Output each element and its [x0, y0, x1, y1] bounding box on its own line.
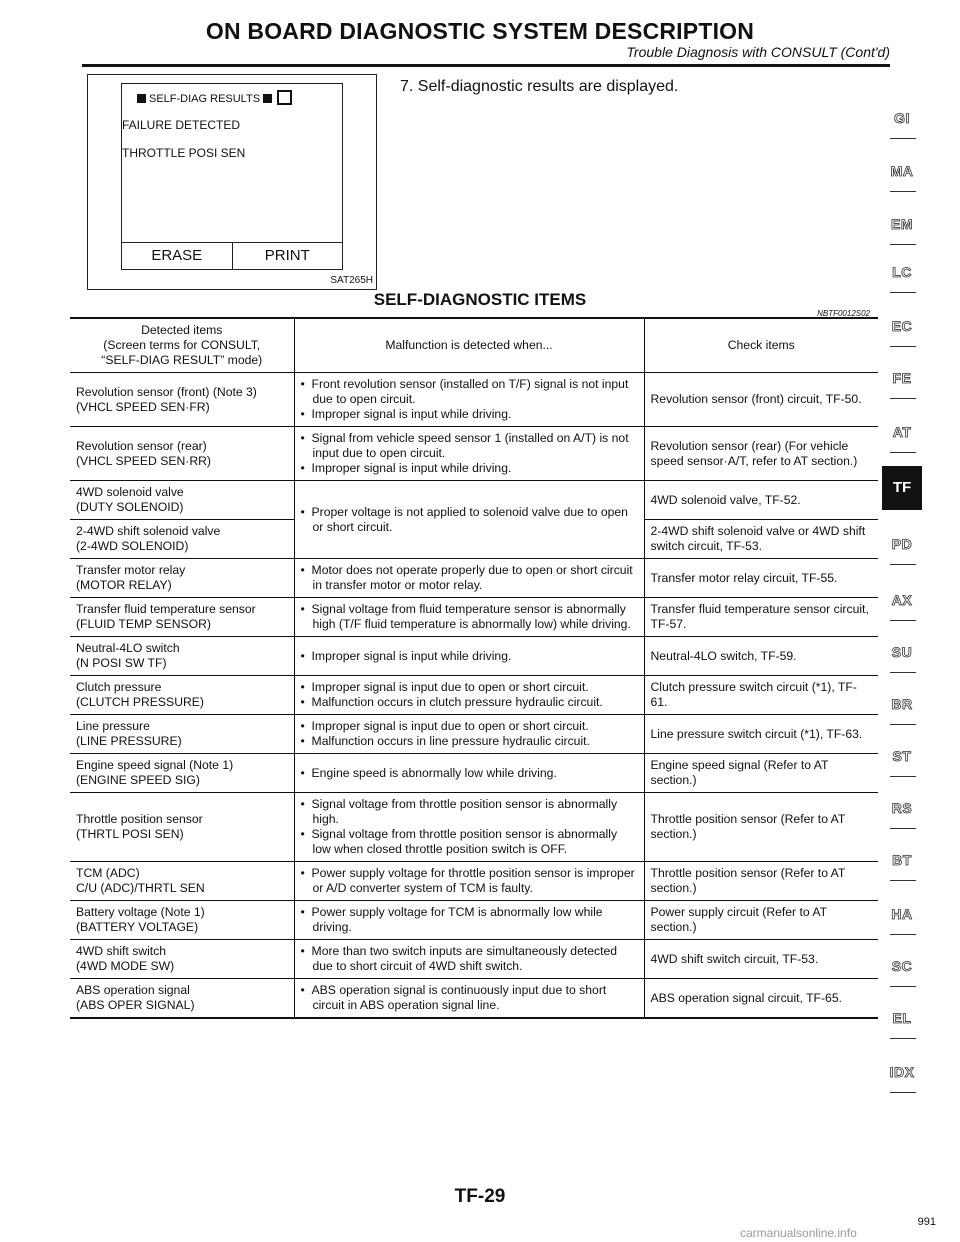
- malfunction-bullet: • Motor does not operate properly due to open or short circuit in transfer motor or motor relay.: [300, 563, 633, 592]
- malfunction-bullet: • Malfunction occurs in line pressure hydraulic circuit.: [300, 734, 590, 748]
- table-row: [70, 373, 878, 427]
- side-index-tab: EC: [891, 318, 913, 334]
- side-index-rule: [890, 986, 916, 987]
- side-index-tab: IDX: [889, 1064, 915, 1080]
- detected-item-line: (4WD MODE SW): [76, 959, 175, 973]
- consult-screen-illustration: [87, 74, 377, 290]
- check-item-cell: [644, 427, 878, 481]
- square-bullet-icon: [137, 94, 146, 103]
- malfunction-cell: [294, 637, 644, 676]
- side-index-tab: MA: [890, 163, 914, 179]
- detected-item-line: (LINE PRESSURE): [76, 734, 182, 748]
- malfunction-cell: [294, 373, 644, 427]
- check-item-cell: [644, 862, 878, 901]
- check-item-text: Power supply circuit (Refer to AT section.): [650, 905, 827, 934]
- detected-item-line: (MOTOR RELAY): [76, 578, 172, 592]
- check-item-text: Transfer motor relay circuit, TF-55.: [650, 570, 838, 585]
- detected-item-line: (N POSI SW TF): [76, 656, 167, 670]
- side-index-tab: SC: [891, 958, 913, 974]
- malfunction-text: Signal from vehicle speed sensor 1 (installed on A/T) is not input due to open circuit.: [311, 431, 629, 460]
- side-index-tab: RS: [891, 800, 913, 816]
- malfunction-text: Power supply voltage for TCM is abnormally low while driving.: [311, 905, 603, 934]
- malfunction-bullet: • Front revolution sensor (installed on T/F) signal is not input due to open circuit.: [300, 377, 629, 406]
- malfunction-bullet: • More than two switch inputs are simultaneously detected due to short circuit of 4WD shift switch.: [300, 944, 618, 973]
- side-index-rule: [890, 828, 916, 829]
- side-index-tab: PD: [891, 536, 913, 552]
- malfunction-bullet: • Improper signal is input due to open or short circuit.: [300, 680, 589, 694]
- side-index-rule: [890, 191, 916, 192]
- screen-line-failure: FAILURE DETECTED: [122, 118, 241, 132]
- side-index-rule: [890, 138, 916, 139]
- table-row: [70, 481, 878, 520]
- malfunction-bullet: • Power supply voltage for throttle position sensor is improper or A/D converter system of TCM is faulty.: [300, 866, 635, 895]
- detected-item-cell: [70, 793, 294, 862]
- malfunction-bullet: • ABS operation signal is continuously input due to short circuit in ABS operation signal line.: [300, 983, 607, 1012]
- table-row: [70, 940, 878, 979]
- detected-item-line: Throttle position sensor: [76, 812, 203, 826]
- check-item-text: Transfer fluid temperature sensor circuit, TF-57.: [650, 602, 869, 631]
- header-line: (Screen terms for CONSULT,: [103, 338, 261, 352]
- malfunction-text: Signal voltage from fluid temperature sensor is abnormally high (T/F fluid temperature is abnormally low) while driving.: [311, 602, 631, 631]
- header-rule: [82, 64, 890, 67]
- malfunction-text: Engine speed is abnormally low while driving.: [311, 765, 557, 780]
- detected-item-line: Transfer motor relay: [76, 563, 186, 577]
- check-item-text: 4WD shift switch circuit, TF-53.: [650, 951, 819, 966]
- detected-item-line: (ABS OPER SIGNAL): [76, 998, 195, 1012]
- side-index-rule: [890, 292, 916, 293]
- side-index-rule: [890, 346, 916, 347]
- page-title: ON BOARD DIAGNOSTIC SYSTEM DESCRIPTION: [205, 18, 755, 44]
- table-row: [70, 715, 878, 754]
- side-index-rule: [890, 880, 916, 881]
- check-item-text: ABS operation signal circuit, TF-65.: [650, 990, 842, 1005]
- check-item-cell: [644, 715, 878, 754]
- detected-item-line: 2-4WD shift solenoid valve: [76, 524, 221, 538]
- side-index-tab: GI: [894, 110, 910, 126]
- malfunction-cell: [294, 715, 644, 754]
- check-item-cell: [644, 520, 878, 559]
- check-item-cell: [644, 754, 878, 793]
- side-index-tab: ST: [892, 748, 912, 764]
- malfunction-cell: [294, 559, 644, 598]
- detected-item-line: 4WD solenoid valve: [76, 485, 184, 499]
- detected-item-cell: [70, 520, 294, 559]
- malfunction-cell: [294, 793, 644, 862]
- malfunction-cell: [294, 862, 644, 901]
- screen-line-sensor: THROTTLE POSI SEN: [122, 146, 246, 160]
- malfunction-text: Improper signal is input while driving.: [311, 407, 512, 421]
- self-diagnostic-table: [70, 317, 878, 1019]
- malfunction-text: Improper signal is input while driving.: [311, 648, 512, 663]
- side-index-tab: HA: [891, 906, 913, 922]
- check-item-text: 4WD solenoid valve, TF-52.: [650, 492, 801, 507]
- malfunction-text: Signal voltage from throttle position sensor is abnormally high.: [311, 797, 618, 826]
- table-row: [70, 793, 878, 862]
- malfunction-text: Malfunction occurs in clutch pressure hydraulic circuit.: [311, 695, 603, 709]
- malfunction-text: Signal voltage from throttle position sensor is abnormally low when closed throttle position switch is OFF.: [311, 827, 618, 856]
- detected-item-line: C/U (ADC)/THRTL SEN: [76, 881, 205, 895]
- malfunction-bullet: • Engine speed is abnormally low while driving.: [300, 765, 557, 780]
- malfunction-bullet: • Signal from vehicle speed sensor 1 (installed on A/T) is not input due to open circuit.: [300, 431, 629, 460]
- table-row: [70, 901, 878, 940]
- check-item-text: Throttle position sensor (Refer to AT section.): [650, 812, 846, 841]
- header-line: “SELF-DIAG RESULT” mode): [101, 353, 263, 367]
- table-row: [70, 979, 878, 1019]
- check-item-cell: [644, 793, 878, 862]
- malfunction-bullet: • Signal voltage from throttle position sensor is abnormally high.: [300, 797, 618, 826]
- figure-code: SAT265H: [330, 275, 373, 286]
- table-row: [70, 676, 878, 715]
- watermark: carmanualsonline.info: [740, 1226, 857, 1240]
- header-check-items: Check items: [644, 318, 878, 373]
- detected-item-line: Clutch pressure: [76, 680, 162, 694]
- detected-item-cell: [70, 637, 294, 676]
- side-index-tab: EM: [891, 216, 913, 232]
- malfunction-cell: [294, 754, 644, 793]
- detected-item-line: Transfer fluid temperature sensor: [76, 602, 256, 616]
- table-row: [70, 754, 878, 793]
- malfunction-bullet: • Improper signal is input while driving.: [300, 407, 512, 421]
- side-index-rule: [890, 398, 916, 399]
- malfunction-text: ABS operation signal is continuously input due to short circuit in ABS operation signal line.: [311, 983, 607, 1012]
- detected-item-line: TCM (ADC): [76, 866, 140, 880]
- check-item-text: Revolution sensor (front) circuit, TF-50.: [650, 392, 862, 406]
- side-index-rule: [890, 564, 916, 565]
- detected-item-line: (2-4WD SOLENOID): [76, 539, 189, 553]
- detected-item-cell: [70, 715, 294, 754]
- check-item-text: Line pressure switch circuit (*1), TF-63.: [650, 726, 863, 741]
- detected-item-line: Engine speed signal (Note 1): [76, 758, 234, 772]
- check-item-cell: [644, 559, 878, 598]
- consult-screen-display: [121, 83, 343, 270]
- side-index-rule: [890, 1092, 916, 1093]
- detected-item-line: Battery voltage (Note 1): [76, 905, 205, 919]
- malfunction-cell: [294, 598, 644, 637]
- malfunction-text: More than two switch inputs are simultaneously detected due to short circuit of 4WD shift switch.: [311, 944, 618, 973]
- table-row: [70, 559, 878, 598]
- page-number: 991: [917, 1216, 936, 1228]
- malfunction-cell: [294, 940, 644, 979]
- malfunction-text: Improper signal is input due to open or short circuit.: [311, 680, 589, 694]
- side-index-tab: AX: [891, 592, 913, 608]
- check-item-text: Engine speed signal (Refer to AT section.): [650, 758, 829, 787]
- detected-item-cell: [70, 901, 294, 940]
- table-row: [70, 637, 878, 676]
- side-index-rule: [890, 672, 916, 673]
- header-malfunction: Malfunction is detected when...: [294, 318, 644, 373]
- detected-item-cell: [70, 598, 294, 637]
- malfunction-cell: [294, 427, 644, 481]
- check-item-cell: [644, 901, 878, 940]
- malfunction-text: Proper voltage is not applied to solenoid valve due to open or short circuit.: [311, 504, 628, 534]
- check-item-cell: [644, 637, 878, 676]
- side-index-tab: FE: [892, 370, 912, 386]
- square-bullet-icon: [263, 94, 272, 103]
- screen-heading: [134, 90, 292, 105]
- side-index-rule: [890, 724, 916, 725]
- malfunction-text: Power supply voltage for throttle position sensor is improper or A/D converter system of TCM is faulty.: [311, 866, 635, 895]
- detected-item-line: (THRTL POSI SEN): [76, 827, 184, 841]
- detected-item-line: (VHCL SPEED SEN·RR): [76, 453, 211, 468]
- screen-button-row: [122, 242, 342, 269]
- malfunction-bullet: • Improper signal is input due to open or short circuit.: [300, 719, 589, 733]
- side-index-tab: AT: [892, 424, 912, 440]
- side-index-tab: LC: [892, 264, 912, 280]
- malfunction-bullet: • Improper signal is input while driving.: [300, 648, 512, 663]
- print-button: PRINT: [232, 243, 343, 269]
- detected-item-line: (FLUID TEMP SENSOR): [76, 617, 211, 631]
- malfunction-text: Motor does not operate properly due to open or short circuit in transfer motor or motor relay.: [311, 563, 633, 592]
- table-row: [70, 427, 878, 481]
- detected-item-cell: [70, 940, 294, 979]
- side-index-rule: [890, 1038, 916, 1039]
- erase-button: ERASE: [151, 247, 203, 264]
- detected-item-line: (CLUTCH PRESSURE): [76, 695, 204, 709]
- side-index-rule: [890, 244, 916, 245]
- detected-item-cell: [70, 676, 294, 715]
- check-item-cell: [644, 373, 878, 427]
- detected-item-line: (BATTERY VOLTAGE): [76, 920, 199, 934]
- table-row: [70, 862, 878, 901]
- detected-item-cell: [70, 427, 294, 481]
- section-ref-code: NBTF0012S02: [817, 309, 870, 318]
- side-index-tab: BR: [891, 696, 913, 712]
- malfunction-bullet: • Malfunction occurs in clutch pressure hydraulic circuit.: [300, 695, 603, 709]
- check-item-cell: [644, 940, 878, 979]
- side-index-tab: EL: [892, 1010, 912, 1026]
- table-row: [70, 598, 878, 637]
- malfunction-bullet: • Signal voltage from throttle position sensor is abnormally low when closed throttle position switch is OFF.: [300, 827, 618, 856]
- malfunction-cell: [294, 481, 644, 559]
- side-index-rule: [890, 452, 916, 453]
- detected-item-line: (VHCL SPEED SEN·FR): [76, 399, 210, 414]
- check-item-text: Throttle position sensor (Refer to AT section.): [650, 866, 846, 895]
- check-item-cell: [644, 979, 878, 1019]
- page-subtitle: Trouble Diagnosis with CONSULT (Cont'd): [626, 44, 890, 60]
- detected-item-cell: [70, 559, 294, 598]
- detected-item-line: Revolution sensor (front) (Note 3): [76, 384, 257, 399]
- malfunction-bullet: • Improper signal is input while driving.: [300, 461, 512, 475]
- detected-item-line: Line pressure: [76, 719, 150, 733]
- table-header-row: [70, 318, 878, 373]
- detected-item-cell: [70, 754, 294, 793]
- detected-item-line: Revolution sensor (rear): [76, 438, 207, 453]
- check-item-text: Clutch pressure switch circuit (*1), TF-61.: [650, 680, 857, 709]
- detected-item-line: ABS operation signal: [76, 983, 190, 997]
- detected-item-line: (ENGINE SPEED SIG): [76, 773, 200, 787]
- check-item-text: Revolution sensor (rear) (For vehicle speed sensor·A/T, refer to AT section.): [650, 438, 858, 468]
- malfunction-text: Improper signal is input due to open or short circuit.: [311, 719, 589, 733]
- empty-square-icon: [277, 90, 292, 105]
- malfunction-text: Front revolution sensor (installed on T/F) signal is not input due to open circuit.: [311, 377, 629, 406]
- detected-item-cell: [70, 862, 294, 901]
- malfunction-cell: [294, 676, 644, 715]
- detected-item-line: Neutral-4LO switch: [76, 641, 180, 655]
- side-index-rule: [890, 776, 916, 777]
- malfunction-bullet: • Signal voltage from fluid temperature sensor is abnormally high (T/F fluid temperature is abnormally low) while driving.: [300, 602, 631, 631]
- malfunction-bullet: • Proper voltage is not applied to solenoid valve due to open or short circuit.: [300, 504, 628, 534]
- step-text: 7. Self-diagnostic results are displayed.: [400, 78, 679, 95]
- page-label: TF-29: [454, 1186, 506, 1207]
- detected-item-line: (DUTY SOLENOID): [76, 500, 184, 514]
- side-index-tab: BT: [892, 852, 912, 868]
- header-detected-items: [70, 318, 294, 373]
- check-item-cell: [644, 481, 878, 520]
- detected-item-cell: [70, 481, 294, 520]
- malfunction-cell: [294, 979, 644, 1019]
- malfunction-cell: [294, 901, 644, 940]
- screen-heading-text: SELF-DIAG RESULTS: [149, 93, 261, 105]
- detected-item-cell: [70, 979, 294, 1019]
- malfunction-bullet: • Power supply voltage for TCM is abnormally low while driving.: [300, 905, 603, 934]
- check-item-cell: [644, 676, 878, 715]
- side-index-rule: [890, 934, 916, 935]
- section-title: SELF-DIAGNOSTIC ITEMS: [373, 290, 587, 309]
- malfunction-text: Malfunction occurs in line pressure hydraulic circuit.: [311, 734, 590, 748]
- malfunction-text: Improper signal is input while driving.: [311, 461, 512, 475]
- detected-item-cell: [70, 373, 294, 427]
- check-item-cell: [644, 598, 878, 637]
- check-item-text: Neutral-4LO switch, TF-59.: [650, 648, 797, 663]
- header-line: Detected items: [141, 323, 223, 337]
- side-index-tab: SU: [891, 644, 913, 660]
- side-index-rule: [890, 620, 916, 621]
- side-index-tab-active: TF: [882, 466, 922, 510]
- detected-item-line: 4WD shift switch: [76, 944, 167, 958]
- check-item-text: 2-4WD shift solenoid valve or 4WD shift switch circuit, TF-53.: [650, 524, 866, 553]
